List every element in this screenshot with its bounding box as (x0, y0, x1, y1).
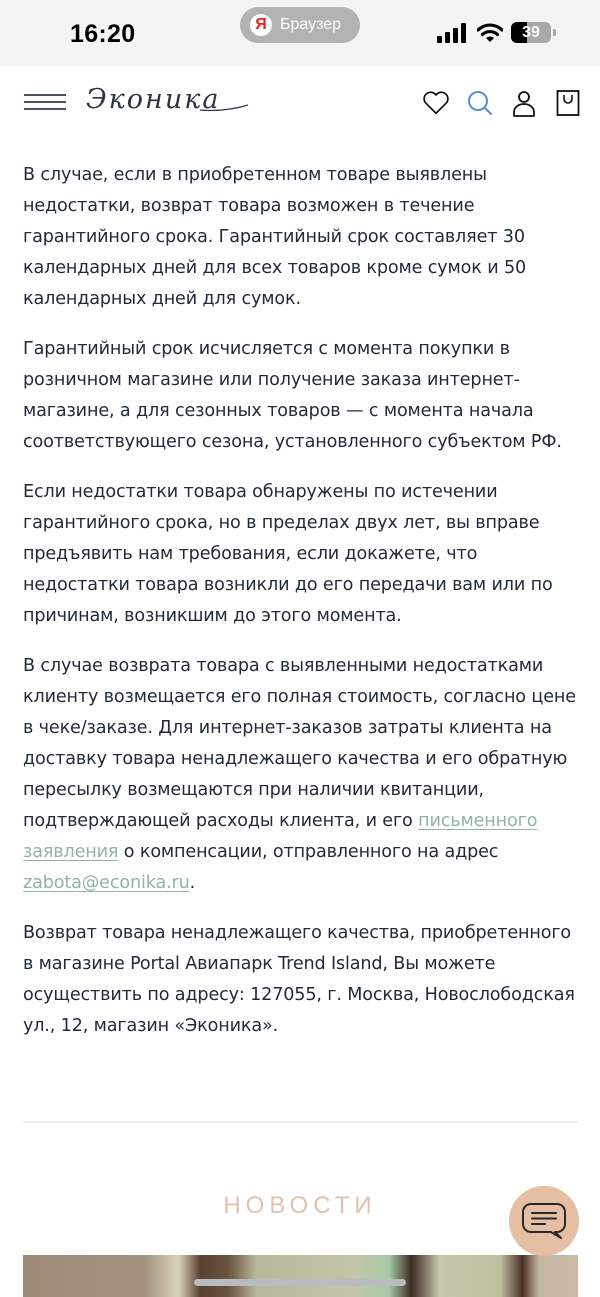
site-header (0, 66, 600, 140)
home-indicator[interactable] (194, 1279, 406, 1286)
logo-swash (200, 104, 250, 112)
chat-bubble-icon (521, 1201, 567, 1241)
status-time: 16:20 (70, 20, 136, 48)
shopping-bag-icon[interactable] (554, 88, 582, 118)
warranty-content (23, 160, 579, 1061)
heart-icon[interactable] (422, 88, 450, 118)
paragraph-after-warranty: Если недостатки товара обнаружены по истечении гарантийного срока, но в пределах двух лет, вы вправе предъявить нам требования, если докажете, что недостатки товара возникли до его передачи вам или по причинам, возникшим до этого момента. (23, 482, 553, 626)
refund-text-middle: о компенсации, отправленного на адрес (118, 842, 499, 862)
news-section-title: НОВОСТИ (223, 1192, 377, 1219)
section-divider (23, 1121, 578, 1123)
search-icon[interactable] (466, 88, 494, 118)
paragraph-warranty-start: Гарантийный срок исчисляется с момента покупки в розничном магазине или получение заказа интернет-магазине, а для сезонных товаров — с момента начала соответствующего сезона, установленного субъектом РФ. (23, 339, 562, 452)
news-image[interactable] (23, 1255, 578, 1297)
paragraph-warranty-period: В случае, если в приобретенном товаре выявлены недостатки, возврат товара возможен в течение гарантийного срока. Гарантийный срок составляет 30 календарных дней для всех товаров кроме сумок и 50 календарных дней для сумок. (23, 165, 527, 309)
cellular-signal-icon (437, 23, 469, 43)
refund-text-start: В случае возврата товара с выявленными недостатками клиенту возмещается его полная стоимость, согласно цене в чеке/заказе. Для интернет-заказов затраты клиента на доставку товара ненадлежащего качества и его обратную пересылку возмещаются при наличии квитанции, подтверждающей расходы клиента, и его (23, 656, 576, 831)
yandex-logo-icon: Я (250, 14, 272, 36)
hamburger-menu-icon[interactable] (24, 94, 66, 114)
email-link[interactable]: zabota@econika.ru (23, 873, 190, 893)
user-icon[interactable] (510, 88, 538, 118)
paragraph-return-address: Возврат товара ненадлежащего качества, приобретенного в магазине Portal Авиапарк Trend Island, Вы можете осуществить по адресу: 127055, г. Москва, Новослободская ул., 12, магазин «Эконика». (23, 923, 575, 1036)
battery-percent: 39 (522, 23, 540, 41)
wifi-icon (477, 23, 503, 43)
browser-label: Браузер (280, 16, 342, 33)
paragraph-refund (23, 651, 579, 899)
browser-app-pill[interactable] (240, 7, 360, 43)
status-bar (0, 0, 600, 66)
refund-text-end: . (189, 873, 196, 893)
battery-icon (511, 22, 551, 43)
site-logo[interactable]: Эконика (86, 84, 221, 115)
written-statement-link[interactable]: письменного заявления (23, 811, 538, 862)
chat-button[interactable] (509, 1186, 579, 1256)
